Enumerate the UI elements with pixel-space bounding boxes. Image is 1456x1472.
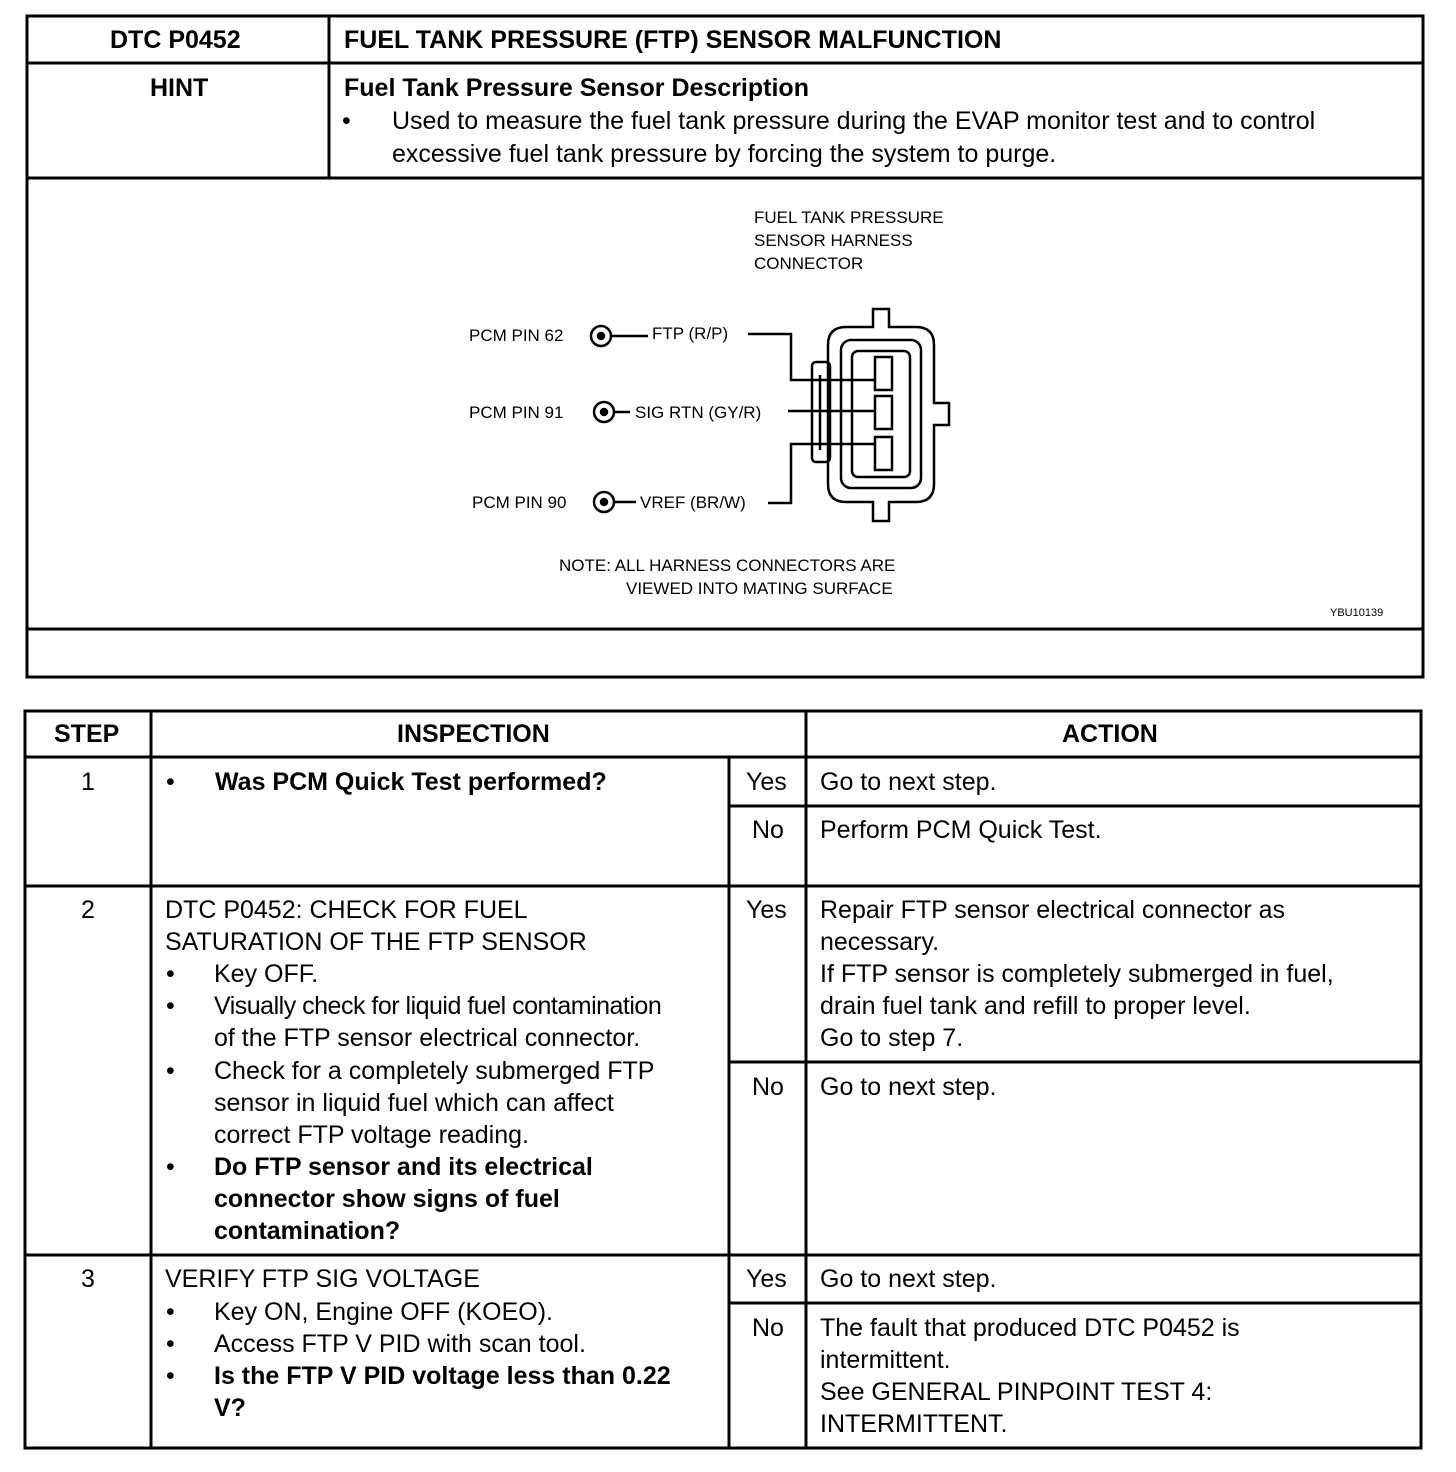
step-3-yes: Yes <box>746 1265 787 1293</box>
step-2-item-3-line-2: sensor in liquid fuel which can affect <box>214 1089 614 1117</box>
header-inspection: INSPECTION <box>397 720 550 748</box>
connector-label-line-3: CONNECTOR <box>754 254 864 273</box>
step-2-question-line-2: connector show signs of fuel <box>214 1185 560 1213</box>
sig-rtn-signal-label: SIG RTN (GY/R) <box>635 403 762 422</box>
hint-text-line-2: excessive fuel tank pressure by forcing the system to purge. <box>392 140 1057 168</box>
step-3-question-line-2: V? <box>214 1394 246 1422</box>
vref-signal-label: VREF (BR/W) <box>640 493 746 512</box>
step-2-number: 2 <box>81 896 95 924</box>
step-2-yes-line-5: Go to step 7. <box>820 1024 964 1052</box>
step-2-item-3-line-3: correct FTP voltage reading. <box>214 1121 529 1149</box>
step-2-yes-line-2: necessary. <box>820 928 940 956</box>
connector-label-line-1: FUEL TANK PRESSURE <box>754 208 944 227</box>
header-action: ACTION <box>1062 720 1158 748</box>
step-3-item-2: Access FTP V PID with scan tool. <box>214 1330 586 1358</box>
step-3-number: 3 <box>81 1265 95 1293</box>
header-step: STEP <box>54 720 120 748</box>
step-2-item-1: Key OFF. <box>214 960 319 988</box>
step-2-no-action: Go to next step. <box>820 1073 997 1101</box>
figure-code: YBU10139 <box>1330 607 1384 619</box>
note-line-2: VIEWED INTO MATING SURFACE <box>626 579 893 598</box>
pcm-pin-90-label: PCM PIN 90 <box>472 493 567 512</box>
step-2-question-line-1: Do FTP sensor and its electrical <box>214 1153 593 1181</box>
step-2-bullet-2: • <box>166 992 175 1020</box>
step-2-question-line-3: contamination? <box>214 1217 401 1245</box>
step-3-title: VERIFY FTP SIG VOLTAGE <box>165 1265 480 1293</box>
step-1-question: Was PCM Quick Test performed? <box>215 768 607 796</box>
step-2-yes-line-3: If FTP sensor is completely submerged in fuel, <box>820 960 1334 988</box>
step-2-bullet-3: • <box>166 1057 175 1085</box>
hint-label: HINT <box>150 74 209 102</box>
step-3-bullet-2: • <box>166 1330 175 1358</box>
connector-label-line-2: SENSOR HARNESS <box>754 231 913 250</box>
step-3-no-line-2: intermittent. <box>820 1346 951 1374</box>
dtc-code-label: DTC P0452 <box>110 26 241 54</box>
step-1-yes: Yes <box>746 768 787 796</box>
note-line-1: NOTE: ALL HARNESS CONNECTORS ARE <box>559 556 896 575</box>
hint-text-line-1: Used to measure the fuel tank pressure during the EVAP monitor test and to control <box>392 107 1316 135</box>
step-2-item-2-line-1: Visually check for liquid fuel contamination <box>214 992 662 1020</box>
step-3-question-line-1: Is the FTP V PID voltage less than 0.22 <box>214 1362 671 1390</box>
step-1-yes-action: Go to next step. <box>820 768 997 796</box>
step-3-no-line-4: INTERMITTENT. <box>820 1410 1008 1438</box>
step-2-item-2-line-2: of the FTP sensor electrical connector. <box>214 1024 641 1052</box>
hint-title: Fuel Tank Pressure Sensor Description <box>344 74 809 102</box>
step-2-yes-line-4: drain fuel tank and refill to proper level. <box>820 992 1251 1020</box>
step-3-no-line-1: The fault that produced DTC P0452 is <box>820 1314 1240 1342</box>
step-2-title-line-1: DTC P0452: CHECK FOR FUEL <box>165 896 528 924</box>
step-3-no-line-3: See GENERAL PINPOINT TEST 4: <box>820 1378 1213 1406</box>
step-2-yes-line-1: Repair FTP sensor electrical connector as <box>820 896 1286 924</box>
connector-drawing <box>0 0 1456 640</box>
step-1-bullet: • <box>166 768 175 796</box>
step-1-no-action: Perform PCM Quick Test. <box>820 816 1102 844</box>
step-2-item-3-line-1: Check for a completely submerged FTP <box>214 1057 655 1085</box>
pcm-pin-91-label: PCM PIN 91 <box>469 403 564 422</box>
step-2-no: No <box>752 1073 784 1101</box>
step-3-bullet-3: • <box>166 1362 175 1390</box>
step-2-bullet-4: • <box>166 1153 175 1181</box>
step-2-bullet-1: • <box>166 960 175 988</box>
step-2-title-line-2: SATURATION OF THE FTP SENSOR <box>165 928 587 956</box>
pcm-pin-62-label: PCM PIN 62 <box>469 326 564 345</box>
step-3-item-1: Key ON, Engine OFF (KOEO). <box>214 1298 553 1326</box>
dtc-title: FUEL TANK PRESSURE (FTP) SENSOR MALFUNCTION <box>344 26 1002 54</box>
step-3-bullet-1: • <box>166 1298 175 1326</box>
step-1-number: 1 <box>81 768 95 796</box>
hint-bullet: • <box>342 107 351 135</box>
step-2-yes: Yes <box>746 896 787 924</box>
step-3-no: No <box>752 1314 784 1342</box>
step-3-yes-action: Go to next step. <box>820 1265 997 1293</box>
ftp-signal-label: FTP (R/P) <box>652 324 729 343</box>
step-1-no: No <box>752 816 784 844</box>
